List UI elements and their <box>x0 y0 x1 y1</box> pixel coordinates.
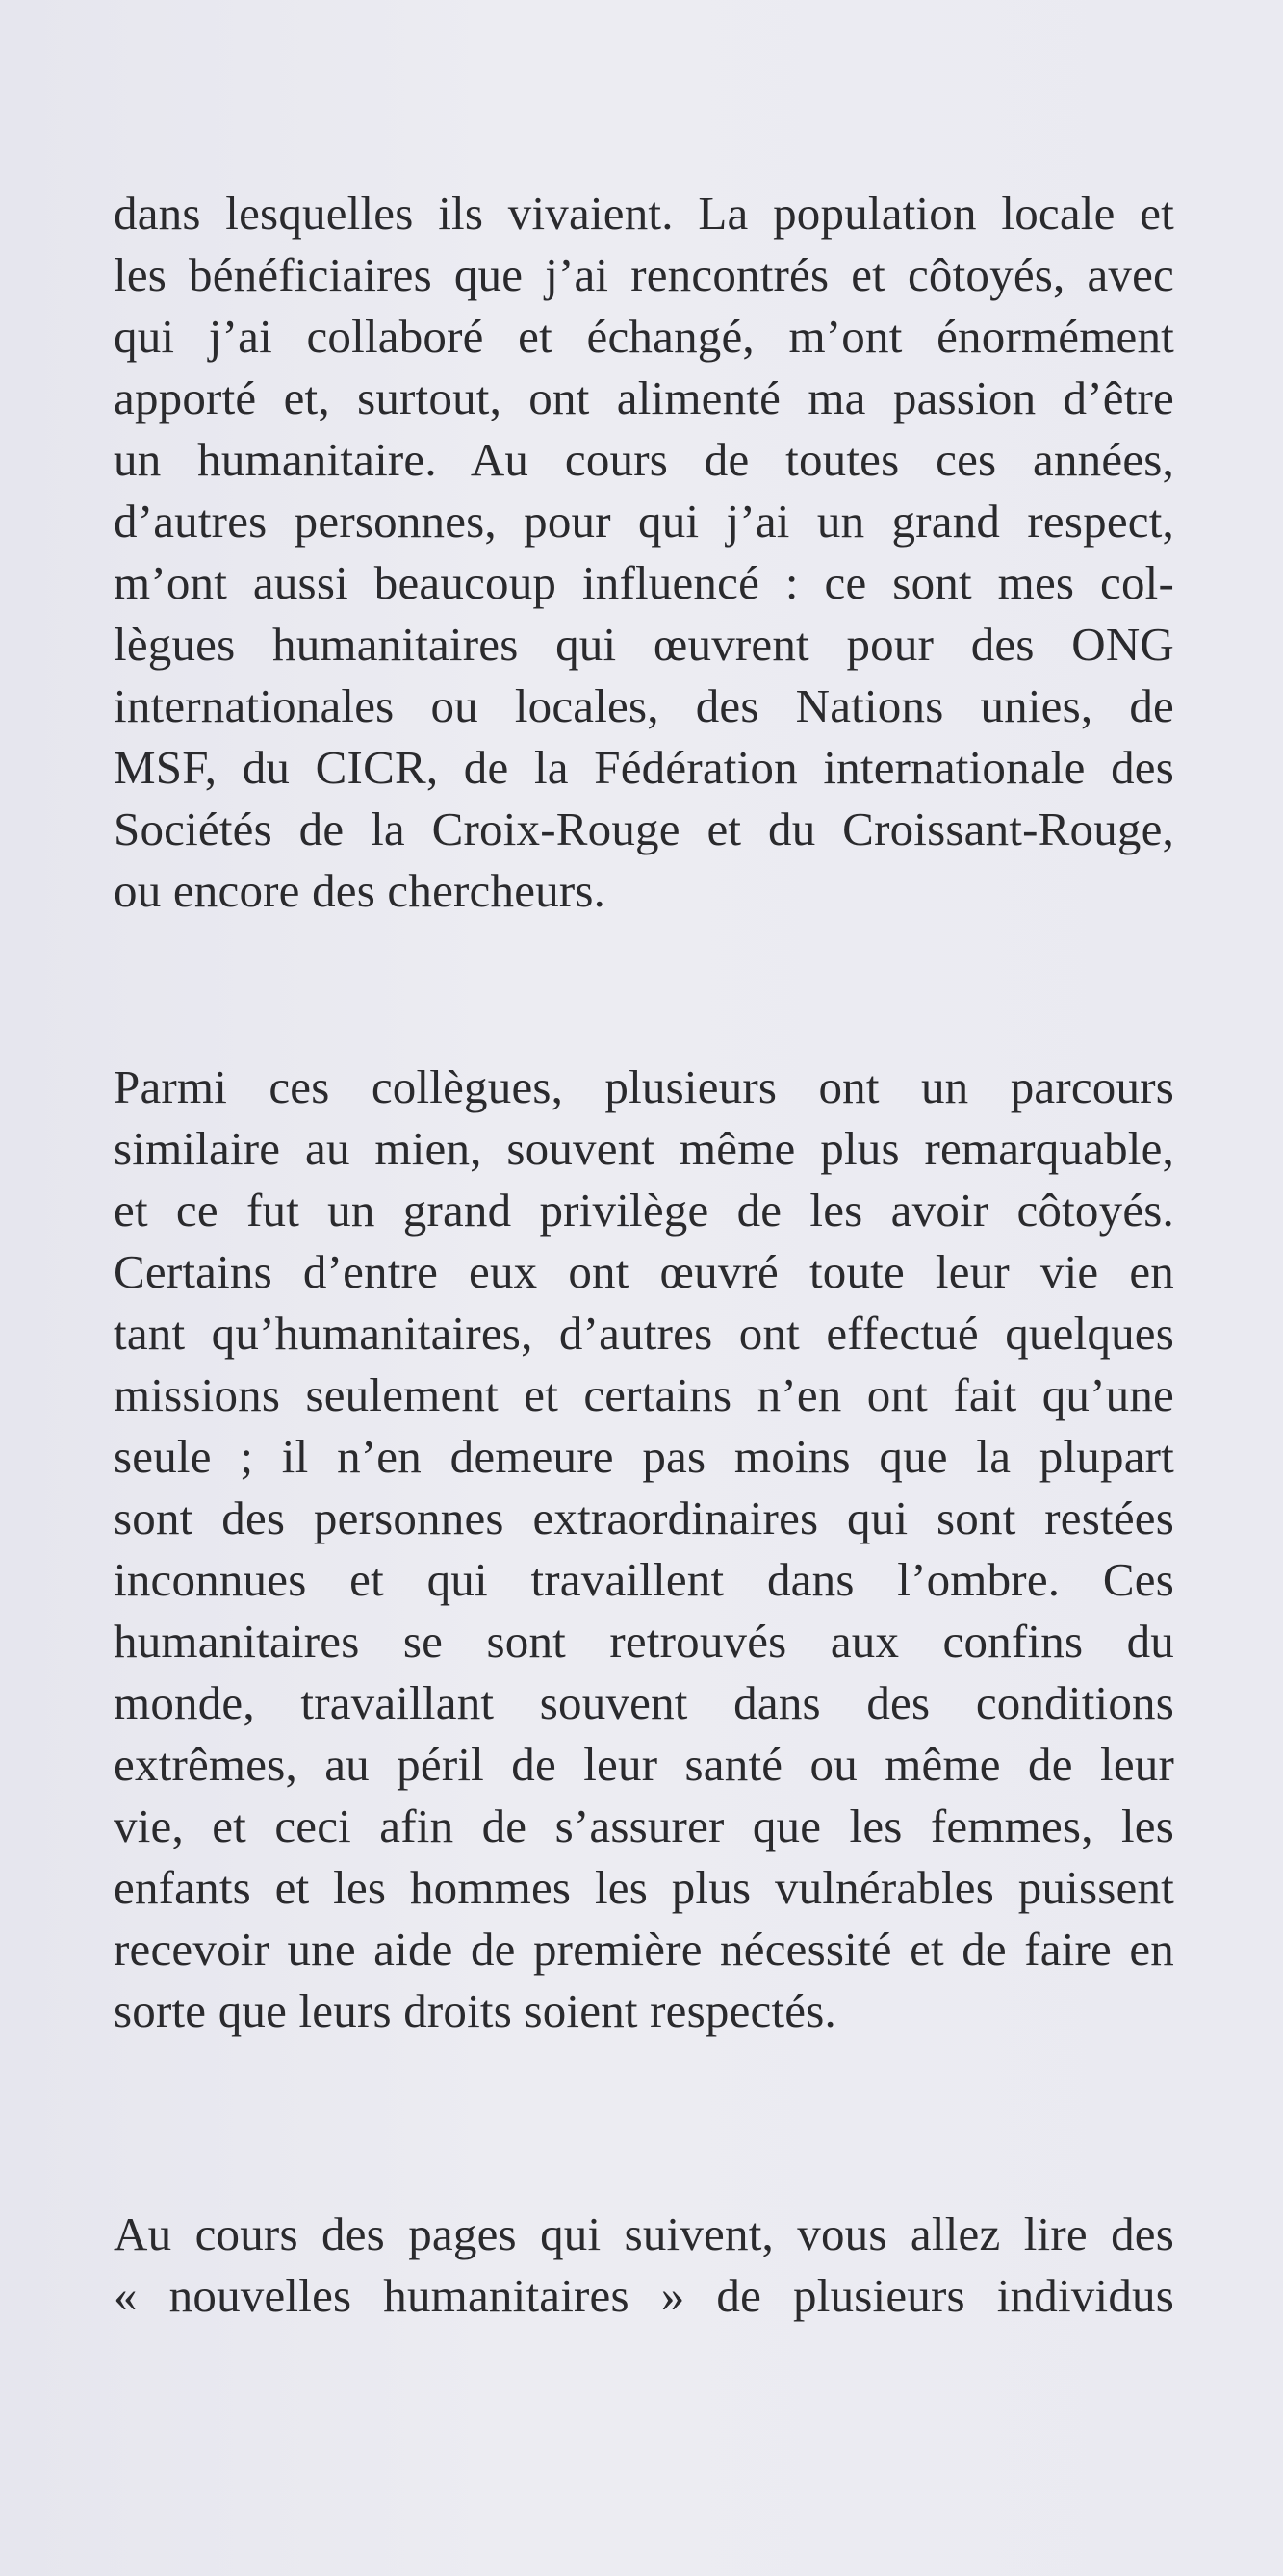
text-line: missions seulement et certains n’en ont fait qu’une <box>114 1368 1174 1421</box>
text-line: qui j’ai collaboré et échangé, m’ont énormément <box>114 310 1174 363</box>
text-line: extrêmes, au péril de leur santé ou même de leur <box>114 1738 1174 1791</box>
text-line: Certains d’entre eux ont œuvré toute leur vie en <box>114 1245 1174 1298</box>
text-line: et ce fut un grand privilège de les avoir côtoyés. <box>114 1184 1174 1237</box>
text-line: humanitaires se sont retrouvés aux confins du <box>114 1615 1174 1668</box>
paragraph-3 <box>114 2204 1174 2327</box>
text-line: seule ; il n’en demeure pas moins que la plupart <box>114 1430 1174 1483</box>
text-line: monde, travaillant souvent dans des conditions <box>114 1676 1174 1729</box>
text-line: similaire au mien, souvent même plus remarquable, <box>114 1122 1174 1175</box>
text-line: « nouvelles humanitaires » de plusieurs individus <box>114 2269 1174 2322</box>
text-line: lègues humanitaires qui œuvrent pour des ONG <box>114 618 1174 671</box>
text-line: ou encore des chercheurs. <box>114 864 606 917</box>
text-line: sorte que leurs droits soient respectés. <box>114 1984 836 2037</box>
text-line: Sociétés de la Croix-Rouge et du Croissant-Rouge, <box>114 803 1174 855</box>
text-line: apporté et, surtout, ont alimenté ma passion d’être <box>114 371 1174 424</box>
text-line: internationales ou locales, des Nations unies, de <box>114 679 1174 732</box>
text-line: Parmi ces collègues, plusieurs ont un parcours <box>114 1060 1174 1113</box>
text-line: enfants et les hommes les plus vulnérables puissent <box>114 1861 1174 1914</box>
text-line: d’autres personnes, pour qui j’ai un grand respect, <box>114 495 1174 548</box>
text-line: m’ont aussi beaucoup influencé : ce sont mes col- <box>114 556 1174 609</box>
text-line: dans lesquelles ils vivaient. La population locale et <box>114 187 1174 240</box>
text-line: vie, et ceci afin de s’assurer que les femmes, les <box>114 1799 1174 1852</box>
text-line: Au cours des pages qui suivent, vous allez lire des <box>114 2207 1174 2260</box>
text-line: les bénéficiaires que j’ai rencontrés et côtoyés, avec <box>114 248 1174 301</box>
text-line: recevoir une aide de première nécessité et de faire en <box>114 1923 1174 1976</box>
paragraph-1 <box>114 183 1174 922</box>
text-line: un humanitaire. Au cours de toutes ces années, <box>114 433 1174 486</box>
text-line: inconnues et qui travaillent dans l’ombre. Ces <box>114 1553 1174 1606</box>
text-line: sont des personnes extraordinaires qui sont restées <box>114 1492 1174 1544</box>
text-line: MSF, du CICR, de la Fédération internationale des <box>114 741 1174 794</box>
paragraph-2 <box>114 1057 1174 2042</box>
text-line: tant qu’humanitaires, d’autres ont effectué quelques <box>114 1307 1174 1360</box>
